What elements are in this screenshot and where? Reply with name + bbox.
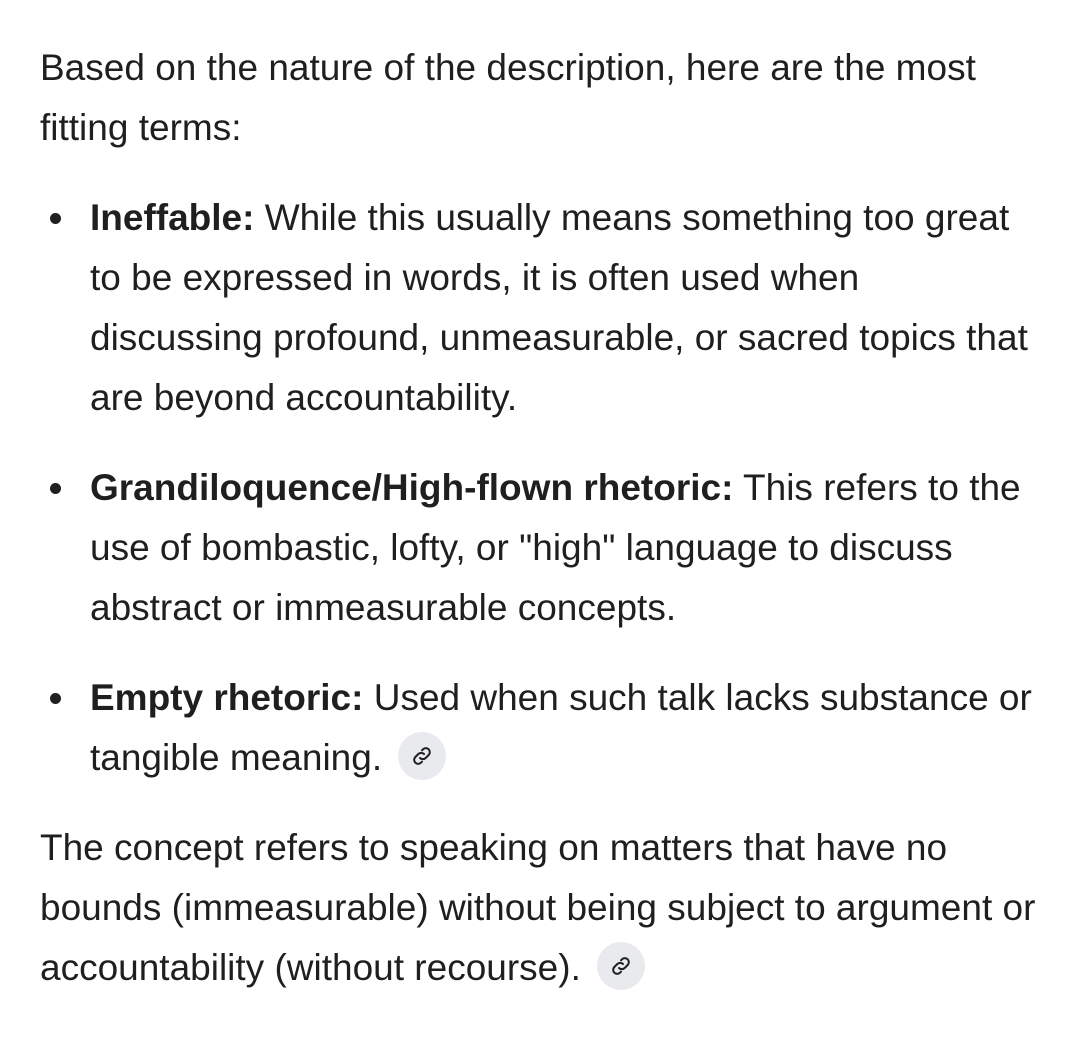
term-label: Ineffable: bbox=[90, 197, 255, 238]
bullet-dot bbox=[50, 213, 61, 224]
term-description: While this usually means something too great to be expressed in words, it is often used when discussing profound, unmeasurable, or sacred topics that are beyond accountability. bbox=[90, 197, 1028, 418]
term-description: This refers to the use of bombastic, lofty, or "high" language to discuss abstract or immeasurable concepts. bbox=[90, 467, 1021, 628]
intro-paragraph: Based on the nature of the description, here are the most fitting terms: bbox=[40, 47, 976, 148]
term-label: Grandiloquence/High-flown rhetoric: bbox=[90, 467, 734, 508]
link-icon bbox=[410, 744, 434, 768]
closing-text: The concept refers to speaking on matters that have no bounds (immeasurable) without being subject to argument or accountability (without recourse). bbox=[40, 827, 1036, 988]
list-item bbox=[40, 458, 1040, 638]
term-description: Used when such talk lacks substance or tangible meaning. bbox=[90, 677, 1032, 778]
bullet-dot bbox=[50, 483, 61, 494]
bullet-dot bbox=[50, 693, 61, 704]
list-item bbox=[40, 188, 1040, 428]
term-label: Empty rhetoric: bbox=[90, 677, 364, 718]
link-icon bbox=[609, 954, 633, 978]
list-item bbox=[40, 668, 1040, 788]
source-link-button[interactable] bbox=[597, 942, 645, 990]
source-link-button[interactable] bbox=[398, 732, 446, 780]
closing-paragraph bbox=[40, 818, 1040, 998]
terms-list bbox=[40, 188, 1040, 788]
